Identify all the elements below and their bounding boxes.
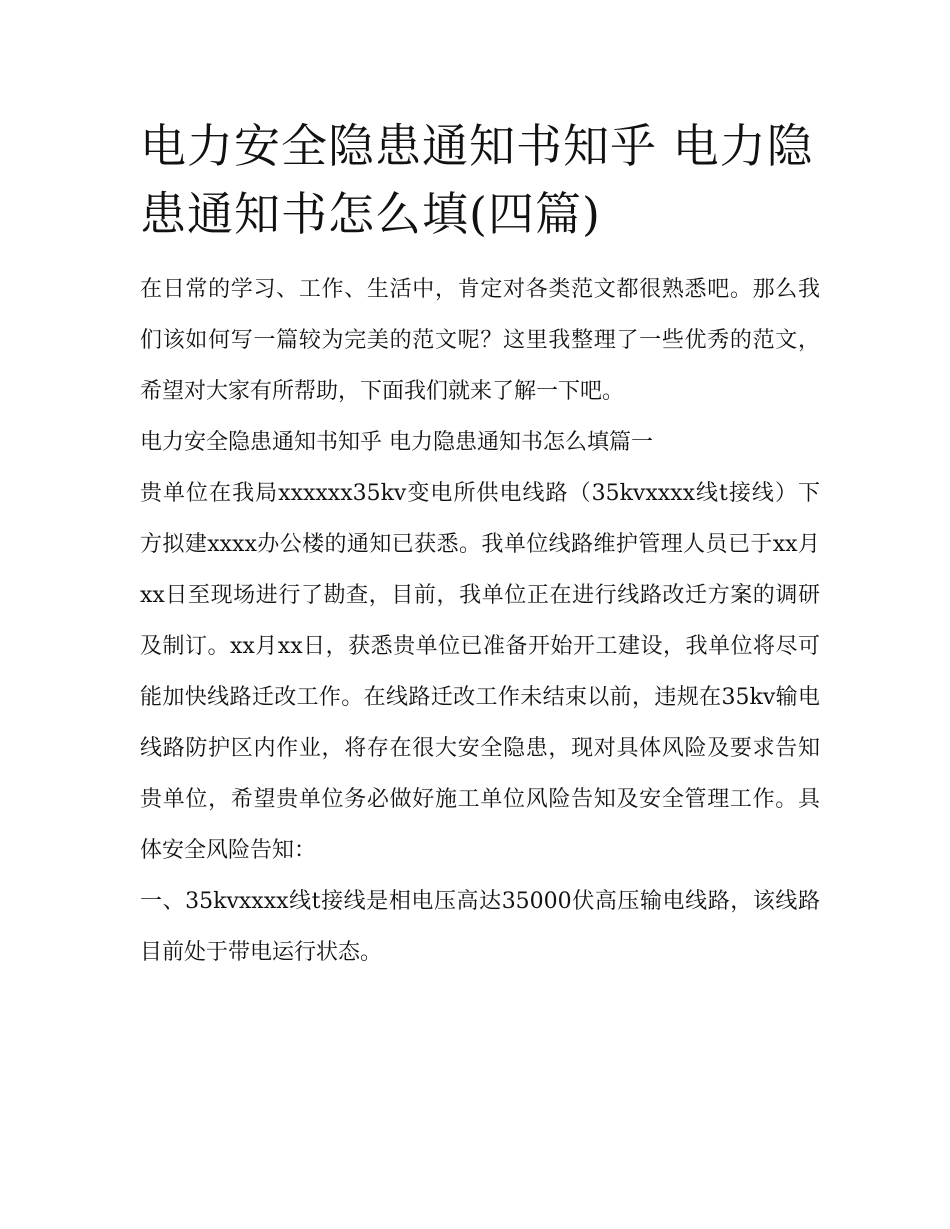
- document-page: [140, 112, 820, 978]
- body-paragraph: 贵单位在我局xxxxxx35kv变电所供电线路（35kvxxxx线t接线）下方拟建xxxx办公楼的通知已获悉。我单位线路维护管理人员已于xx月xx日至现场进行了勘查，目前，我单位正在进行线路改迁方案的调研及制订。xx月xx日，获悉贵单位已准备开始开工建设，我单位将尽可能加快线路迁改工作。在线路迁改工作未结束以前，违规在35kv输电线路防护区内作业，将存在很大安全隐患，现对具体风险及要求告知贵单位，希望贵单位务必做好施工单位风险告知及安全管理工作。具体安全风险告知：: [140, 481, 820, 863]
- intro-paragraph: 在日常的学习、工作、生活中，肯定对各类范文都很熟悉吧。那么我们该如何写一篇较为完美的范文呢？这里我整理了一些优秀的范文，希望对大家有所帮助，下面我们就来了解一下吧。: [140, 277, 820, 404]
- section-heading: 电力安全隐患通知书知乎 电力隐患通知书怎么填篇一: [140, 430, 653, 455]
- document-title: 电力安全隐患通知书知乎 电力隐患通知书怎么填(四篇): [140, 119, 814, 241]
- risk-item-1: 一、35kvxxxx线t接线是相电压高达35000伏高压输电线路，该线路目前处于带电运行状态。: [140, 889, 820, 965]
